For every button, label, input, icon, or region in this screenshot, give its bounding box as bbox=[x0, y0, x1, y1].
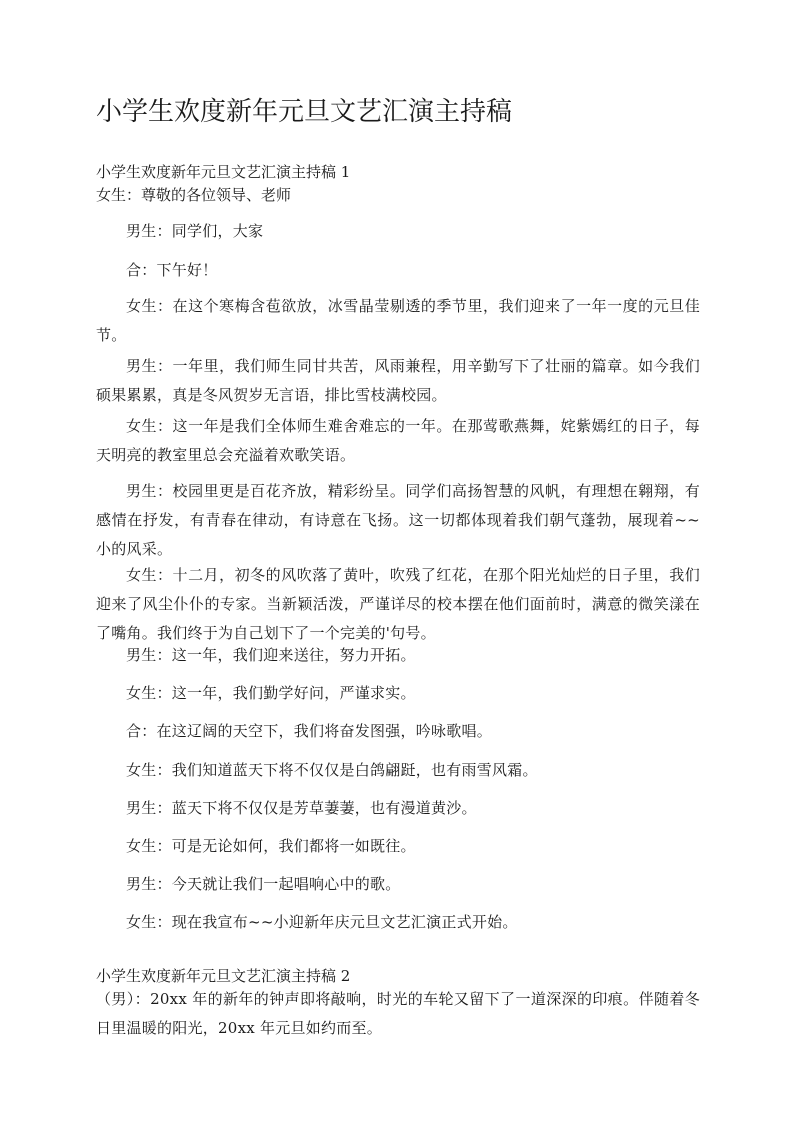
dialogue-paragraph: 女生：这一年，我们勤学好问，严谨求实。 bbox=[126, 684, 416, 702]
document-title: 小学生欢度新年元旦文艺汇演主持稿 bbox=[96, 97, 513, 127]
dialogue-paragraph: 女生：可是无论如何，我们都将一如既往。 bbox=[126, 837, 416, 855]
dialogue-paragraph: 女生：十二月，初冬的风吹落了黄叶，吹残了红花，在那个阳光灿烂的日子里，我们迎来了风尘仆仆的专家。当新颖活泼，严谨详尽的校本摆在他们面前时，满意的微笑漾在了嘴角。我们终于为自己划下了一个完美的'句号。 bbox=[96, 566, 700, 642]
dialogue-paragraph: 女生：现在我宣布~~小迎新年庆元旦文艺汇演正式开始。 bbox=[126, 913, 518, 931]
dialogue-paragraph: 男生：同学们，大家 bbox=[126, 222, 264, 240]
section-heading-1: 小学生欢度新年元旦文艺汇演主持稿 1 bbox=[96, 163, 351, 181]
dialogue-paragraph: 男生：这一年，我们迎来送往，努力开拓。 bbox=[126, 646, 416, 664]
section-heading-2: 小学生欢度新年元旦文艺汇演主持稿 2 bbox=[96, 967, 351, 985]
dialogue-paragraph: 合：下午好！ bbox=[126, 261, 218, 279]
dialogue-paragraph: 男生：一年里，我们师生同甘共苦，风雨兼程，用辛勤写下了壮丽的篇章。如今我们硕果累累，真是冬风贺岁无言语，排比雪枝满校园。 bbox=[96, 357, 700, 404]
section-2-first-paragraph: （男）：20xx 年的新年的钟声即将敲响，时光的车轮又留下了一道深深的印痕。伴随着冬日里温暖的阳光，20xx 年元旦如约而至。 bbox=[96, 990, 700, 1037]
section-1-first-line: 女生：尊敬的各位领导、老师 bbox=[96, 186, 292, 204]
dialogue-paragraph: 女生：我们知道蓝天下将不仅仅是白鸽翩跹，也有雨雪风霜。 bbox=[126, 761, 538, 779]
dialogue-paragraph: 女生：这一年是我们全体师生难舍难忘的一年。在那莺歌燕舞，姹紫嫣红的日子，每天明亮的教室里总会充溢着欢歌笑语。 bbox=[96, 417, 700, 464]
dialogue-paragraph: 合：在这辽阔的天空下，我们将奋发图强，吟咏歌唱。 bbox=[126, 722, 493, 740]
dialogue-paragraph: 女生：在这个寒梅含苞欲放，冰雪晶莹剔透的季节里，我们迎来了一年一度的元旦佳节。 bbox=[96, 297, 700, 344]
dialogue-paragraph: 男生：蓝天下将不仅仅是芳草萋萋，也有漫道黄沙。 bbox=[126, 799, 477, 817]
dialogue-paragraph: 男生：校园里更是百花齐放，精彩纷呈。同学们高扬智慧的风帆，有理想在翱翔，有感情在抒发，有青春在律动，有诗意在飞扬。这一切都体现着我们朝气蓬勃，展现着~~小的风采。 bbox=[96, 482, 700, 558]
dialogue-paragraph: 男生：今天就让我们一起唱响心中的歌。 bbox=[126, 875, 401, 893]
